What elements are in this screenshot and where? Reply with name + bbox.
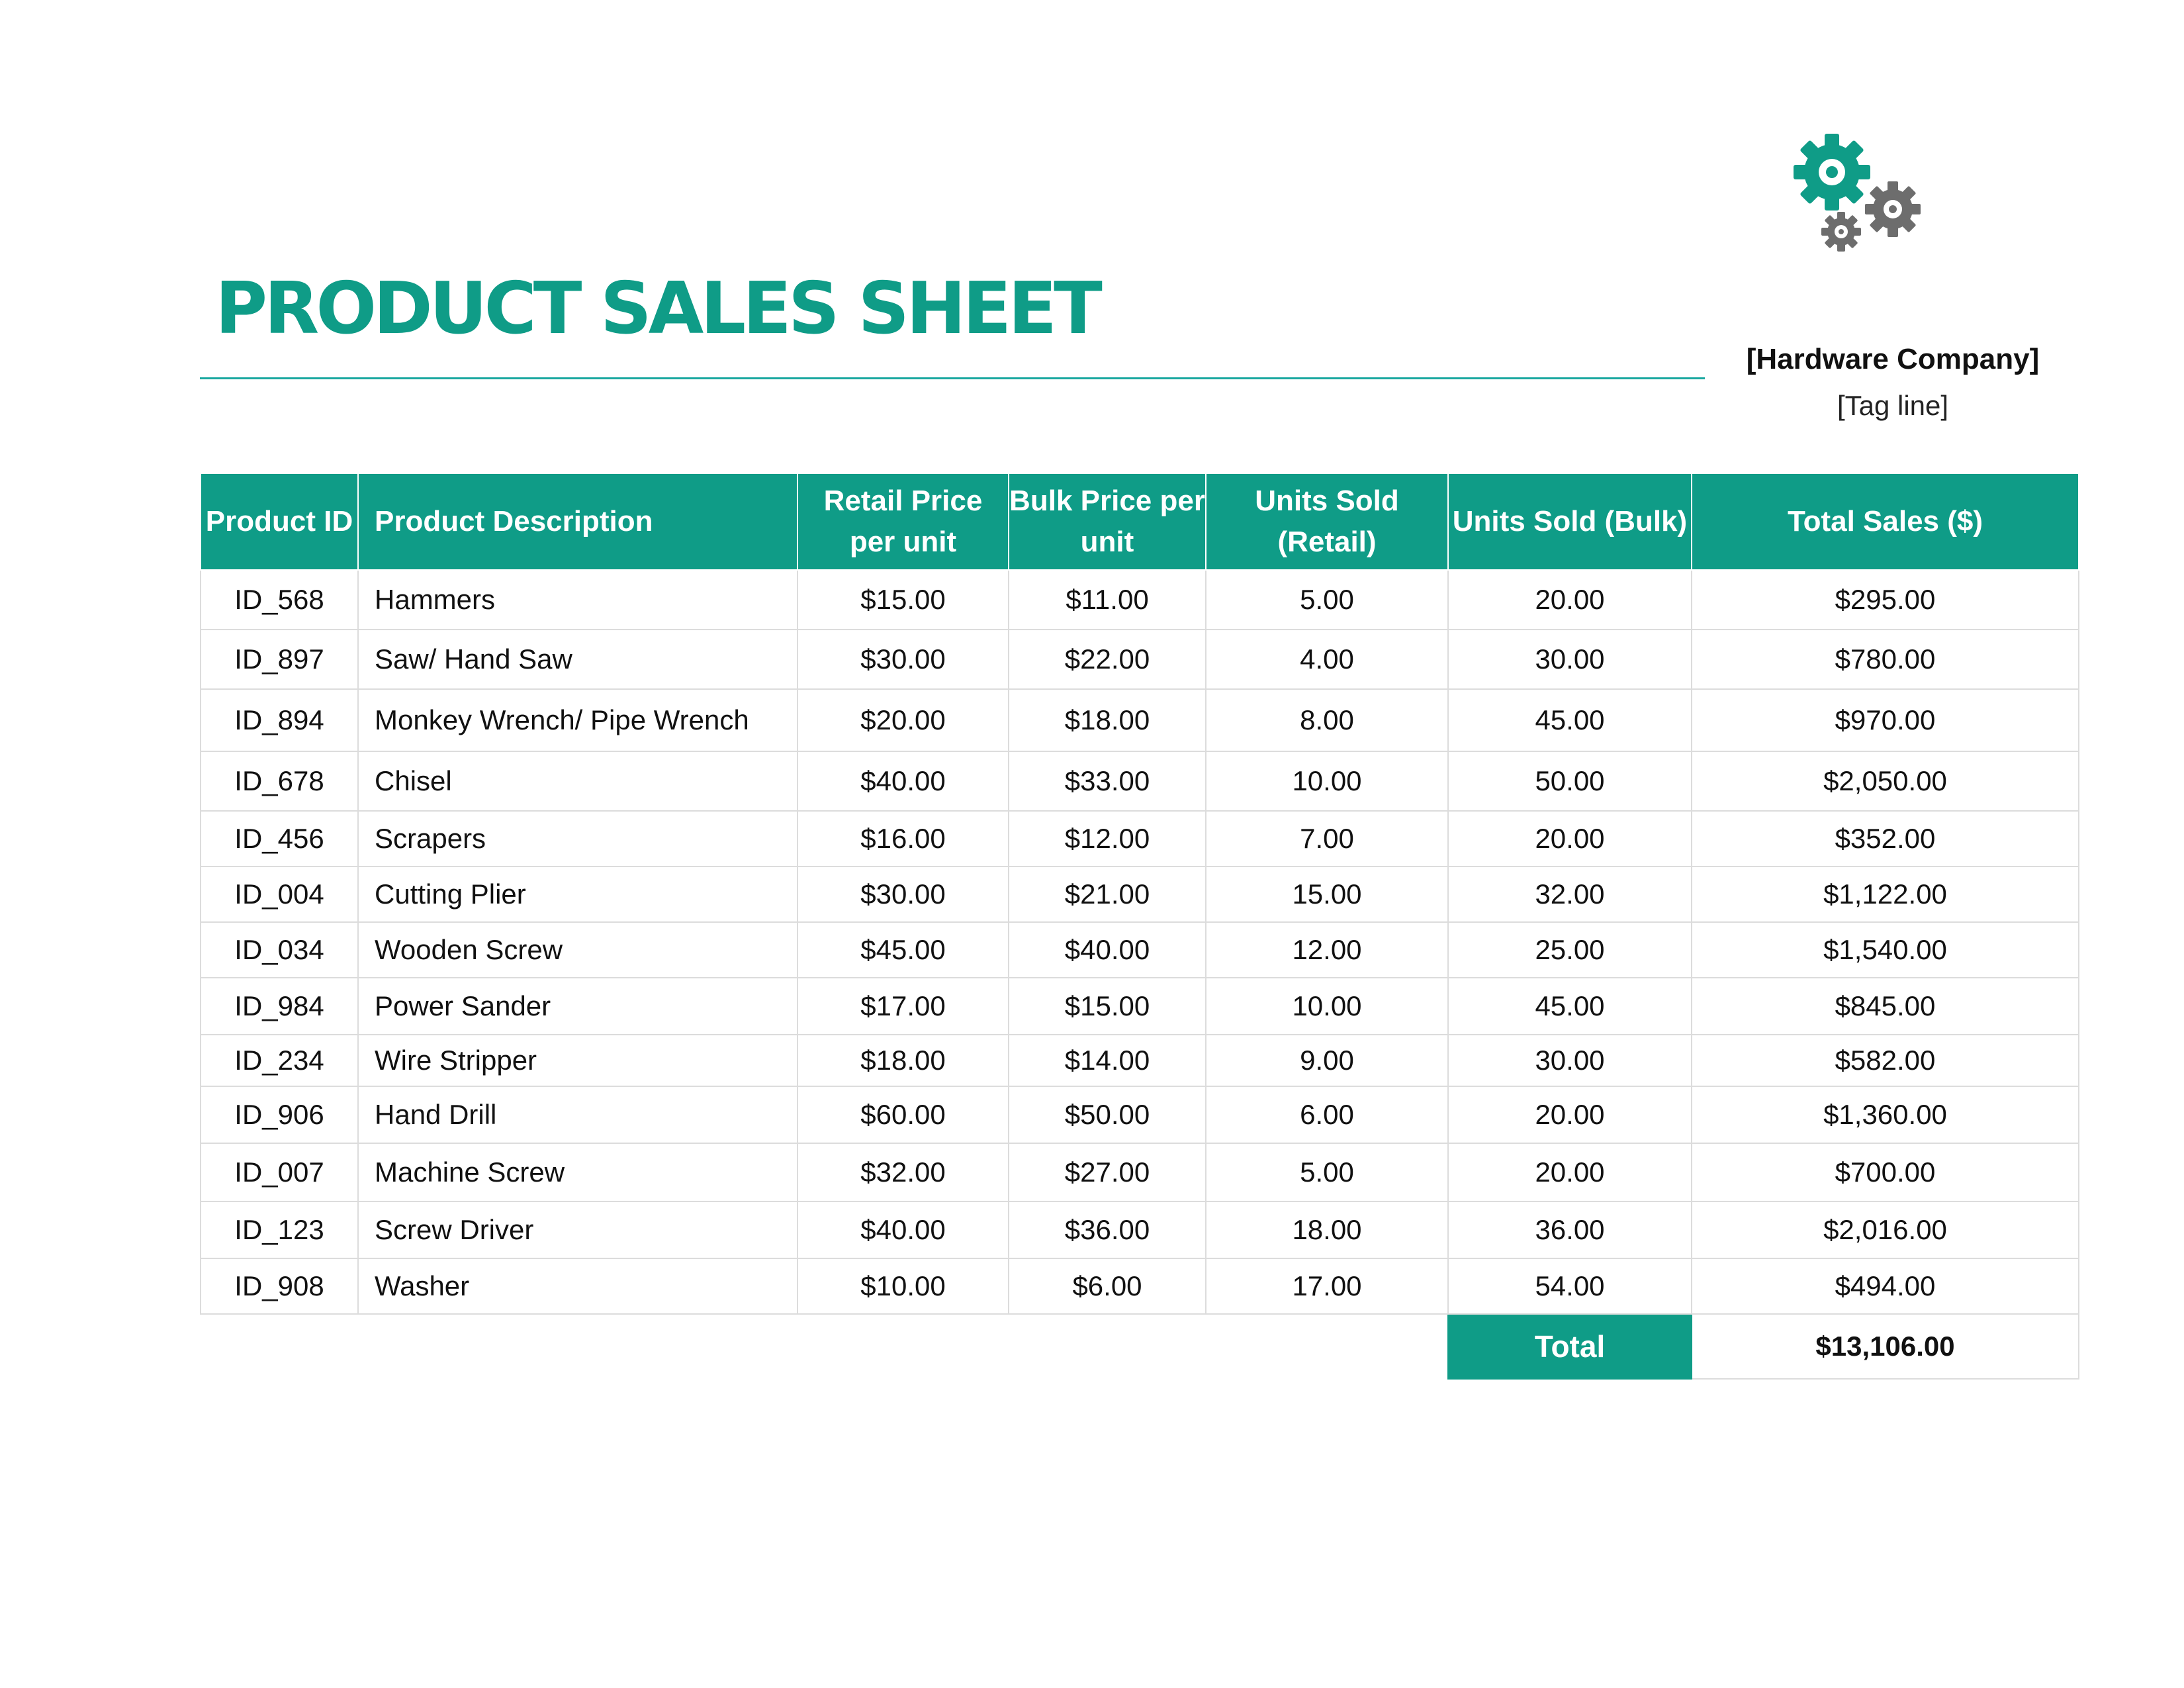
cell-units-retail: 18.00	[1206, 1201, 1448, 1258]
col-header-units-bulk: Units Sold (Bulk)	[1448, 473, 1692, 570]
cell-retail-price: $10.00	[797, 1258, 1009, 1314]
cell-product-id: ID_678	[201, 751, 358, 811]
small-gear-icon	[1821, 212, 1861, 252]
cell-units-retail: 10.00	[1206, 978, 1448, 1035]
cell-bulk-price: $18.00	[1009, 689, 1206, 751]
cell-total-sales: $970.00	[1692, 689, 2079, 751]
cell-bulk-price: $33.00	[1009, 751, 1206, 811]
cell-units-retail: 17.00	[1206, 1258, 1448, 1314]
cell-product-id: ID_123	[201, 1201, 358, 1258]
cell-retail-price: $30.00	[797, 867, 1009, 922]
cell-bulk-price: $27.00	[1009, 1143, 1206, 1201]
cell-description: Power Sander	[358, 978, 797, 1035]
cell-bulk-price: $14.00	[1009, 1035, 1206, 1086]
cell-units-retail: 7.00	[1206, 811, 1448, 867]
cell-units-bulk: 50.00	[1448, 751, 1692, 811]
cell-product-id: ID_908	[201, 1258, 358, 1314]
cell-units-retail: 4.00	[1206, 630, 1448, 689]
title-divider	[200, 377, 1705, 379]
cell-retail-price: $15.00	[797, 570, 1009, 630]
cell-units-bulk: 20.00	[1448, 811, 1692, 867]
table-row	[201, 570, 2079, 630]
gears-icon	[1792, 126, 1944, 258]
cell-units-bulk: 30.00	[1448, 630, 1692, 689]
cell-units-bulk: 54.00	[1448, 1258, 1692, 1314]
table-row	[201, 922, 2079, 978]
cell-retail-price: $20.00	[797, 689, 1009, 751]
cell-units-retail: 15.00	[1206, 867, 1448, 922]
cell-total-sales: $494.00	[1692, 1258, 2079, 1314]
cell-total-sales: $2,016.00	[1692, 1201, 2079, 1258]
total-row-spacer	[201, 1314, 1448, 1379]
cell-units-retail: 5.00	[1206, 1143, 1448, 1201]
cell-retail-price: $45.00	[797, 922, 1009, 978]
cell-total-sales: $352.00	[1692, 811, 2079, 867]
cell-total-sales: $780.00	[1692, 630, 2079, 689]
sales-table	[200, 473, 2079, 1380]
cell-retail-price: $18.00	[797, 1035, 1009, 1086]
table-row	[201, 630, 2079, 689]
table-body	[201, 570, 2079, 1379]
cell-description: Screw Driver	[358, 1201, 797, 1258]
table-row	[201, 978, 2079, 1035]
table-header-row	[201, 473, 2079, 570]
cell-bulk-price: $36.00	[1009, 1201, 1206, 1258]
cell-total-sales: $845.00	[1692, 978, 2079, 1035]
cell-retail-price: $30.00	[797, 630, 1009, 689]
cell-retail-price: $17.00	[797, 978, 1009, 1035]
cell-total-sales: $2,050.00	[1692, 751, 2079, 811]
total-label: Total	[1448, 1314, 1692, 1379]
cell-bulk-price: $21.00	[1009, 867, 1206, 922]
cell-units-bulk: 36.00	[1448, 1201, 1692, 1258]
large-gear-icon	[1794, 134, 1870, 211]
company-name: [Hardware Company]	[1746, 343, 2040, 375]
cell-retail-price: $16.00	[797, 811, 1009, 867]
cell-product-id: ID_234	[201, 1035, 358, 1086]
cell-bulk-price: $15.00	[1009, 978, 1206, 1035]
table-row	[201, 1201, 2079, 1258]
table-row	[201, 751, 2079, 811]
cell-product-id: ID_034	[201, 922, 358, 978]
col-header-product-id: Product ID	[201, 473, 358, 570]
cell-units-bulk: 20.00	[1448, 1143, 1692, 1201]
table-row	[201, 1035, 2079, 1086]
cell-description: Washer	[358, 1258, 797, 1314]
cell-bulk-price: $22.00	[1009, 630, 1206, 689]
cell-units-retail: 12.00	[1206, 922, 1448, 978]
cell-description: Chisel	[358, 751, 797, 811]
cell-description: Saw/ Hand Saw	[358, 630, 797, 689]
col-header-units-retail: Units Sold (Retail)	[1206, 473, 1448, 570]
cell-total-sales: $295.00	[1692, 570, 2079, 630]
cell-description: Wire Stripper	[358, 1035, 797, 1086]
cell-product-id: ID_984	[201, 978, 358, 1035]
cell-product-id: ID_894	[201, 689, 358, 751]
cell-description: Scrapers	[358, 811, 797, 867]
cell-bulk-price: $12.00	[1009, 811, 1206, 867]
cell-product-id: ID_906	[201, 1086, 358, 1143]
cell-units-bulk: 20.00	[1448, 570, 1692, 630]
table-row	[201, 1258, 2079, 1314]
cell-units-bulk: 45.00	[1448, 978, 1692, 1035]
cell-description: Hammers	[358, 570, 797, 630]
cell-units-bulk: 25.00	[1448, 922, 1692, 978]
cell-retail-price: $40.00	[797, 751, 1009, 811]
cell-units-bulk: 20.00	[1448, 1086, 1692, 1143]
company-tagline: [Tag line]	[1837, 390, 1949, 421]
col-header-retail-price: Retail Price per unit	[797, 473, 1009, 570]
cell-description: Cutting Plier	[358, 867, 797, 922]
cell-retail-price: $60.00	[797, 1086, 1009, 1143]
cell-retail-price: $32.00	[797, 1143, 1009, 1201]
cell-product-id: ID_456	[201, 811, 358, 867]
cell-total-sales: $582.00	[1692, 1035, 2079, 1086]
table-row	[201, 1086, 2079, 1143]
cell-units-retail: 5.00	[1206, 570, 1448, 630]
cell-units-bulk: 45.00	[1448, 689, 1692, 751]
cell-total-sales: $700.00	[1692, 1143, 2079, 1201]
cell-units-retail: 6.00	[1206, 1086, 1448, 1143]
cell-description: Monkey Wrench/ Pipe Wrench	[358, 689, 797, 751]
total-row	[201, 1314, 2079, 1379]
cell-units-retail: 10.00	[1206, 751, 1448, 811]
cell-total-sales: $1,360.00	[1692, 1086, 2079, 1143]
cell-total-sales: $1,122.00	[1692, 867, 2079, 922]
medium-gear-icon	[1865, 181, 1921, 237]
cell-product-id: ID_568	[201, 570, 358, 630]
col-header-description: Product Description	[358, 473, 797, 570]
table-row	[201, 867, 2079, 922]
table-row	[201, 811, 2079, 867]
cell-bulk-price: $50.00	[1009, 1086, 1206, 1143]
cell-description: Wooden Screw	[358, 922, 797, 978]
cell-bulk-price: $40.00	[1009, 922, 1206, 978]
col-header-bulk-price: Bulk Price per unit	[1009, 473, 1206, 570]
table-row	[201, 1143, 2079, 1201]
cell-description: Machine Screw	[358, 1143, 797, 1201]
table-row	[201, 689, 2079, 751]
cell-product-id: ID_004	[201, 867, 358, 922]
cell-units-retail: 8.00	[1206, 689, 1448, 751]
cell-units-retail: 9.00	[1206, 1035, 1448, 1086]
col-header-total-sales: Total Sales ($)	[1692, 473, 2079, 570]
cell-units-bulk: 32.00	[1448, 867, 1692, 922]
cell-description: Hand Drill	[358, 1086, 797, 1143]
cell-bulk-price: $11.00	[1009, 570, 1206, 630]
page-title: PRODUCT SALES SHEET	[215, 267, 1099, 350]
cell-total-sales: $1,540.00	[1692, 922, 2079, 978]
total-value: $13,106.00	[1692, 1314, 2079, 1379]
cell-product-id: ID_897	[201, 630, 358, 689]
cell-units-bulk: 30.00	[1448, 1035, 1692, 1086]
cell-retail-price: $40.00	[797, 1201, 1009, 1258]
cell-bulk-price: $6.00	[1009, 1258, 1206, 1314]
cell-product-id: ID_007	[201, 1143, 358, 1201]
